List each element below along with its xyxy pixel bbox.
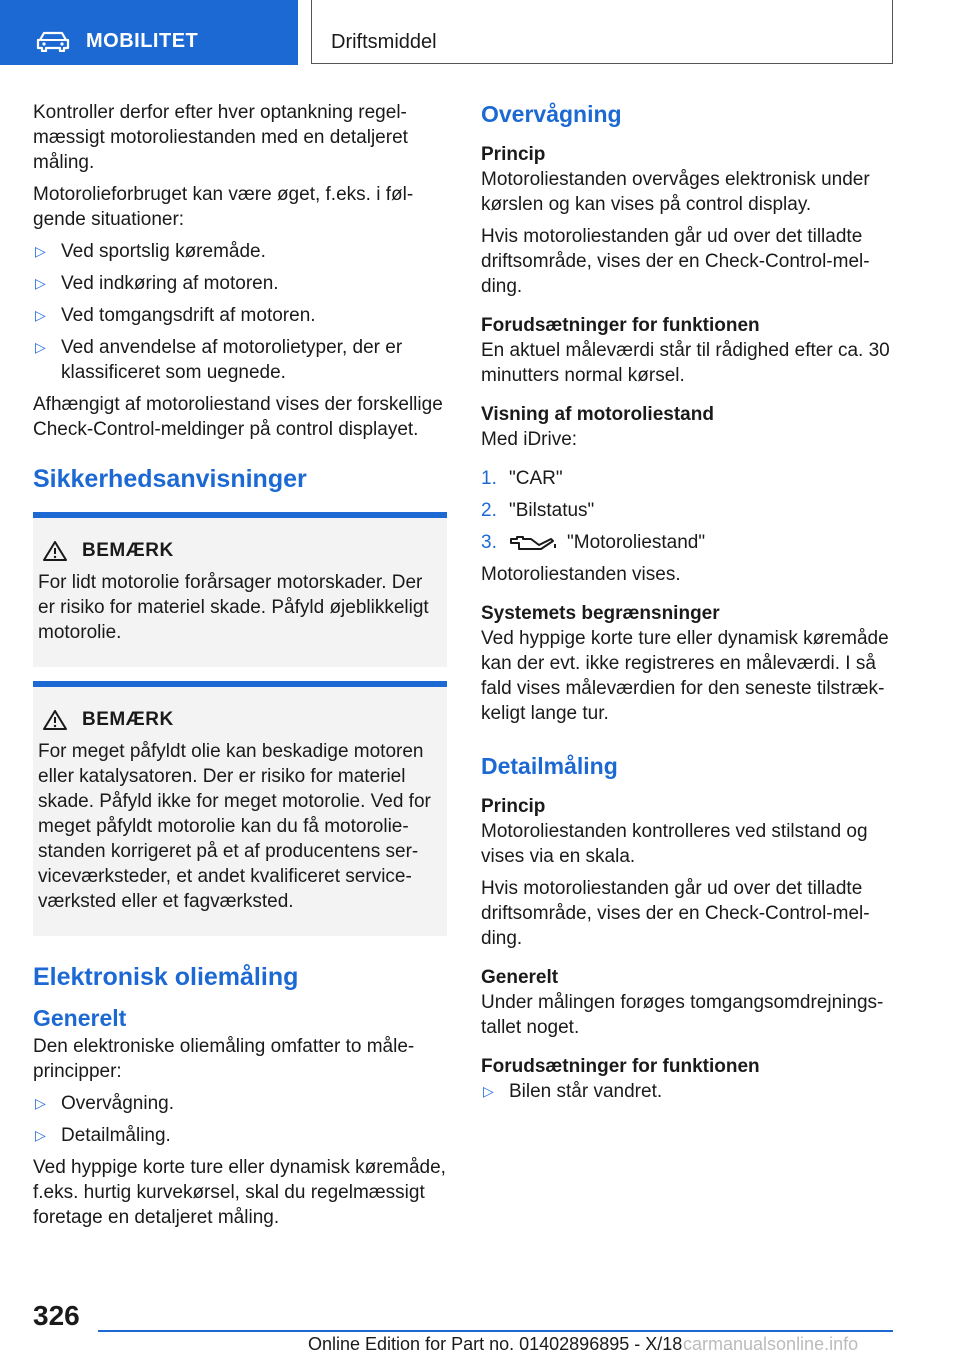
list-item: ▷ Ved indkøring af motoren. <box>35 273 279 294</box>
detail-principle-heading: Princip <box>481 796 546 817</box>
list-item: ▷ Ved anvendelse af motorolietyper, der er klassificeret som uegnede. <box>35 337 403 383</box>
notice-title: BEMÆRK <box>82 709 174 730</box>
limits-heading: Systemets begrænsninger <box>481 603 720 624</box>
page-title: Driftsmiddel <box>331 31 437 53</box>
safety-heading: Sikkerhedsanvisninger <box>33 465 307 493</box>
intro-paragraph-1: Kontroller derfor efter hver optankning regelmæssigt motoroliestanden med en detaljeret måling. <box>33 102 408 173</box>
page-number: 326 <box>33 1300 80 1331</box>
detail-prereq-list <box>481 1079 901 1104</box>
triangle-bullet-icon: ▷ <box>483 1083 494 1099</box>
display-paragraph: Med iDrive: <box>481 429 578 450</box>
left-column <box>33 100 447 1237</box>
triangle-bullet-icon: ▷ <box>35 243 46 259</box>
prereq-heading: Forudsætninger for funktionen <box>481 315 760 336</box>
step-item: 1. "CAR" <box>481 468 563 489</box>
detail-principle-paragraph-2: Hvis motoroliestanden går ud over det tilladte driftsområde, vises der en Check-Control-melding. <box>481 878 870 949</box>
car-icon <box>36 30 70 52</box>
list-item: ▷ Overvågning. <box>35 1093 175 1114</box>
footer-divider <box>98 1330 893 1332</box>
triangle-bullet-icon: ▷ <box>35 339 46 355</box>
triangle-bullet-icon: ▷ <box>35 275 46 291</box>
display-steps <box>481 466 901 555</box>
electronic-oil-heading: Elektronisk oliemåling <box>33 963 299 991</box>
display-result: Motoroliestanden vises. <box>481 564 681 585</box>
warning-icon <box>42 709 68 731</box>
prereq-paragraph: En aktuel måleværdi står til rådighed efter ca. 30 minutters normal kørsel. <box>481 340 890 386</box>
list-item: ▷ Bilen står vandret. <box>483 1081 663 1102</box>
section-label: MOBILITET <box>86 30 199 52</box>
monitoring-heading: Overvågning <box>481 101 622 127</box>
detail-general-paragraph: Under målingen forøges tomgangsomdrejningstallet noget. <box>481 992 884 1038</box>
principle-paragraph-1: Motoroliestanden overvåges elektronisk under kørslen og kan vises på control display. <box>481 169 870 215</box>
watermark: carmanualsonline.info <box>683 1334 859 1354</box>
triangle-bullet-icon: ▷ <box>35 1095 46 1111</box>
step-item: 2. "Bilstatus" <box>481 500 595 521</box>
triangle-bullet-icon: ▷ <box>35 307 46 323</box>
detail-principle-paragraph-1: Motoroliestanden kontrolleres ved stilstand og vises via en skala. <box>481 821 868 867</box>
edition-text: Online Edition for Part no. 01402896895 - X/18 <box>308 1334 683 1354</box>
header-title-box <box>311 0 893 64</box>
triangle-bullet-icon: ▷ <box>35 1127 46 1143</box>
notice-box-2 <box>33 681 447 936</box>
intro-paragraph-3: Afhængigt af motoroliestand vises der forskellige Check-Control-meldinger på control displayet. <box>33 394 443 440</box>
list-item: ▷ Ved sportslig køremåde. <box>35 241 266 262</box>
notice-title: BEMÆRK <box>82 540 174 561</box>
general-heading: Generelt <box>33 1005 127 1031</box>
situations-list <box>33 239 447 385</box>
section-tab <box>0 0 298 65</box>
intro-paragraph-2: Motorolieforbruget kan være øget, f.eks. i følgende situationer: <box>33 184 414 230</box>
principle-heading: Princip <box>481 144 546 165</box>
general-paragraph-2: Ved hyppige korte ture eller dynamisk køremåde, f.eks. hurtig kurvekørsel, skal du regelmæssigt foretage en detaljeret måling. <box>33 1157 446 1228</box>
warning-icon <box>42 540 68 562</box>
principle-paragraph-2: Hvis motoroliestanden går ud over det tilladte driftsområde, vises der en Check-Control-melding. <box>481 226 870 297</box>
display-heading: Visning af motoroliestand <box>481 404 714 425</box>
general-paragraph: Den elektroniske oliemåling omfatter to måleprincipper: <box>33 1036 415 1082</box>
list-item: ▷ Detailmåling. <box>35 1125 171 1146</box>
detail-general-heading: Generelt <box>481 967 559 988</box>
right-column <box>481 100 901 1111</box>
step-item: 3. "Motoroliestand" <box>481 532 706 553</box>
principles-list <box>33 1091 447 1148</box>
notice-box-1 <box>33 512 447 667</box>
detail-heading: Detailmåling <box>481 753 618 779</box>
detail-prereq-heading: Forudsætninger for funktionen <box>481 1056 760 1077</box>
list-item: ▷ Ved tomgangsdrift af motoren. <box>35 305 316 326</box>
oil-can-icon <box>509 533 557 553</box>
notice-text: For meget påfyldt olie kan beskadige motoren eller katalysatoren. Der er risiko for materiel skade. Påfyld ikke for meget motorolie. Ved for meget påfyldt motorolie kan du få motoroliestanden korrigeret på et af producentens serviceværksteder, et andet kvalificeret serviceværksted eller et fagværksted. <box>38 741 431 912</box>
notice-text: For lidt motorolie forårsager motorskader. Der er risiko for materiel skade. Påfyld øjeblikkeligt motorolie. <box>38 572 429 643</box>
limits-paragraph: Ved hyppige korte ture eller dynamisk køremåde kan der evt. ikke registreres en måleværdi. I så fald vises måleværdien for den seneste tilstrækkeligt lange tur. <box>481 628 889 724</box>
